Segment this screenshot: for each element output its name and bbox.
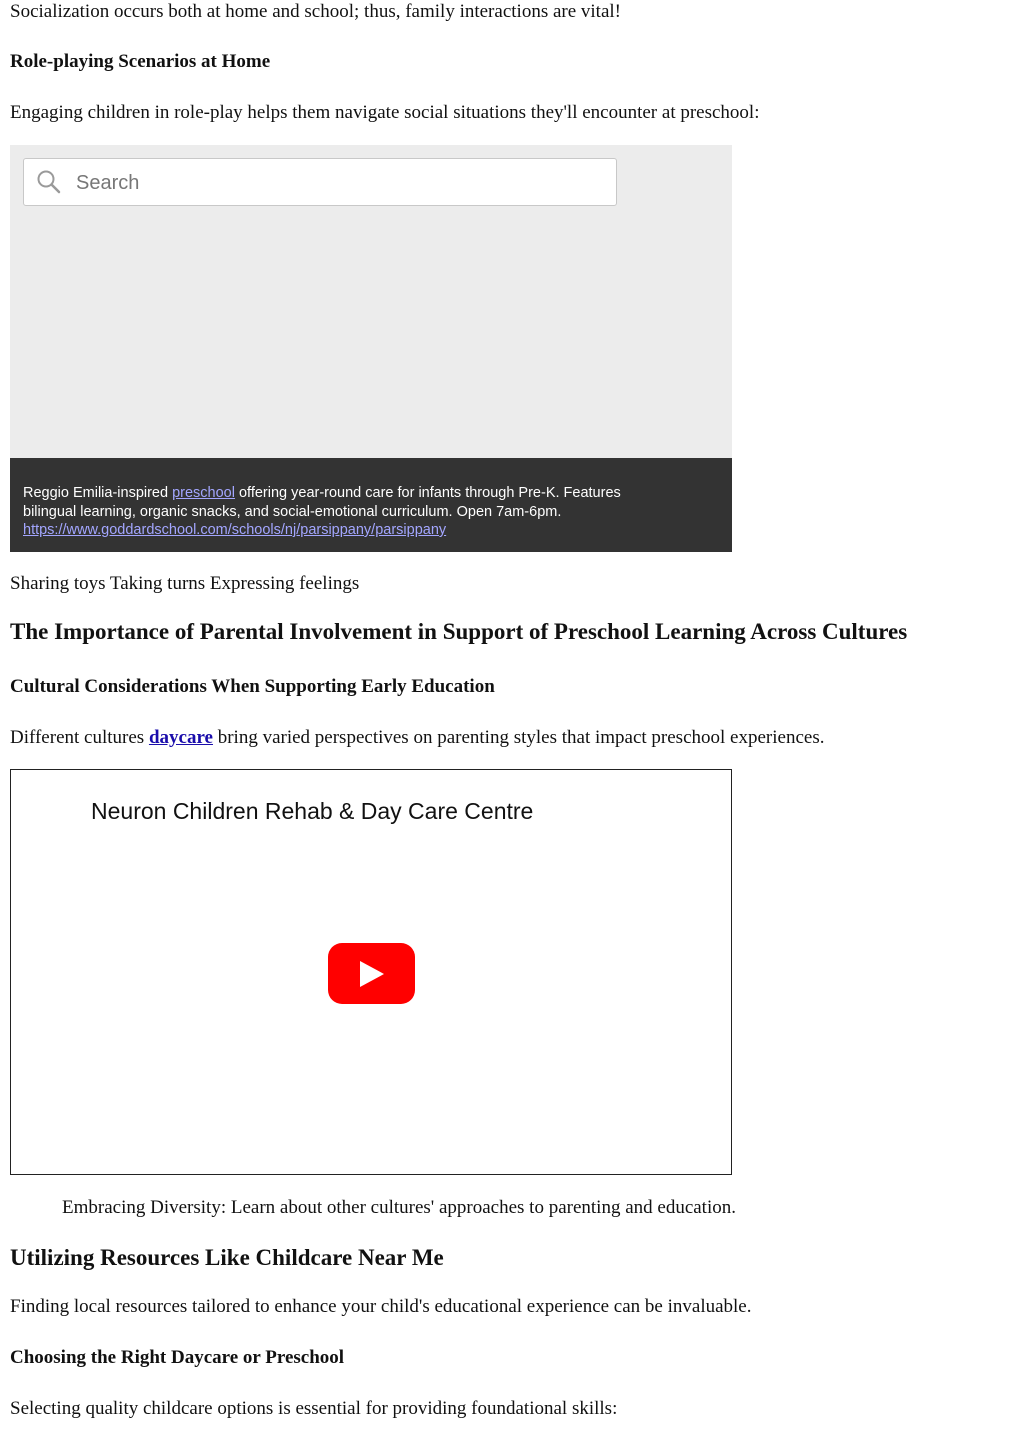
cultural-considerations-heading: Cultural Considerations When Supporting Early Education: [10, 676, 495, 697]
youtube-play-icon: [360, 961, 384, 987]
parental-involvement-heading: The Importance of Parental Involvement in Support of Preschool Learning Across Cultures: [10, 619, 908, 644]
video-title: Neuron Children Rehab & Day Care Centre: [91, 798, 534, 824]
map-embed[interactable]: [10, 145, 732, 552]
cultural-paragraph: Different cultures daycare bring varied perspectives on parenting styles that impact preschool experiences.: [10, 727, 825, 748]
roleplay-heading: Role-playing Scenarios at Home: [10, 51, 271, 72]
video-embed[interactable]: [10, 769, 732, 1175]
preschool-link[interactable]: preschool: [172, 485, 235, 501]
map-info-panel: [10, 458, 732, 552]
skills-list-text: Sharing toys Taking turns Expressing feelings: [10, 573, 360, 594]
map-search-input[interactable]: [74, 168, 598, 198]
map-search-box[interactable]: [23, 158, 617, 206]
search-icon: [36, 169, 62, 195]
resources-heading: Utilizing Resources Like Childcare Near Me: [10, 1245, 444, 1270]
intro-paragraph: Socialization occurs both at home and school; thus, family interactions are vital!: [10, 1, 621, 22]
choosing-paragraph: Selecting quality childcare options is essential for providing foundational skills:: [10, 1398, 618, 1419]
diversity-paragraph: Embracing Diversity: Learn about other cultures' approaches to parenting and education.: [62, 1197, 736, 1218]
play-button[interactable]: [328, 943, 415, 1004]
roleplay-paragraph: Engaging children in role-play helps them navigate social situations they'll encounter at preschool:: [10, 102, 760, 123]
daycare-link[interactable]: daycare: [148, 727, 213, 748]
resources-paragraph: Finding local resources tailored to enhance your child's educational experience can be invaluable.: [10, 1296, 752, 1317]
choosing-heading: Choosing the Right Daycare or Preschool: [10, 1347, 345, 1368]
school-url-link[interactable]: https://www.goddardschool.com/schools/nj/parsippany/parsippany: [23, 522, 447, 538]
map-info-line1: Reggio Emilia-inspired preschool offering year-round care for infants through Pre-K. Features: [23, 485, 621, 501]
map-info-line2: bilingual learning, organic snacks, and social-emotional curriculum. Open 7am-6pm.: [23, 503, 562, 520]
